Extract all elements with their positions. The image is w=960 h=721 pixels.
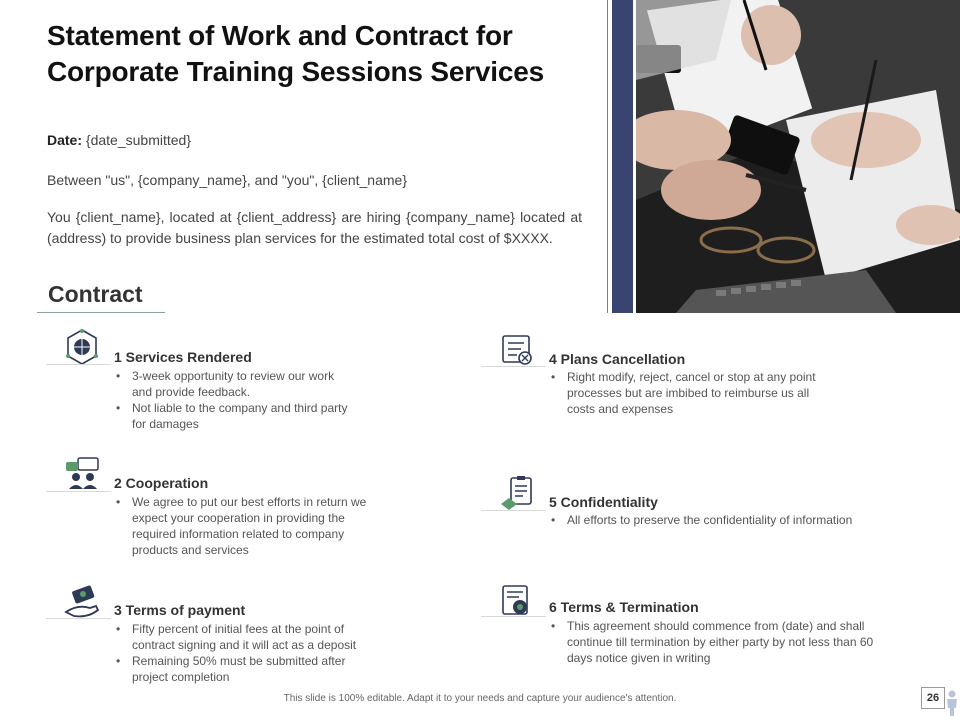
- divider-line: [607, 0, 608, 313]
- bullet: • 3-week opportunity to review our work and provide feedback.: [114, 368, 354, 400]
- bullet: • Remaining 50% must be submitted after project completion: [114, 653, 364, 685]
- title-line-1: Statement of Work and Contract for: [47, 20, 513, 51]
- contract-heading: Contract: [48, 281, 143, 307]
- bullet: • This agreement should commence from (date) and shall continue till termination by either party by not less than 60 days notice given in writing: [549, 618, 889, 666]
- bullet: • We agree to put our best efforts in return we expect your cooperation in providing the required information related to company products and services: [114, 494, 374, 558]
- date-value: {date_submitted}: [85, 132, 191, 148]
- date-label: Date:: [47, 132, 83, 148]
- icon-baseline: [46, 364, 111, 365]
- item-title: 3 Terms of payment: [114, 602, 246, 618]
- title-line-2: Corporate Training Sessions Services: [47, 56, 544, 87]
- certificate-icon: [481, 580, 539, 624]
- globe-network-icon: [46, 328, 104, 372]
- bullet: • All efforts to preserve the confidentiality of information: [549, 512, 909, 528]
- item-bullets: [549, 618, 889, 666]
- item-bullets: [114, 621, 364, 685]
- hand-money-icon: [46, 582, 104, 626]
- item-bullets: [549, 369, 839, 417]
- bullet: • Right modify, reject, cancel or stop at any point processes but are imbibed to reimburse us all costs and expenses: [549, 369, 839, 417]
- icon-baseline: [481, 510, 546, 511]
- page-number: 26: [921, 687, 945, 709]
- people-chat-icon: [46, 455, 104, 499]
- person-icon: [945, 690, 959, 721]
- parties-text: Between "us", {company_name}, and "you", {client_name}: [47, 172, 408, 188]
- item-title: 5 Confidentiality: [549, 494, 658, 510]
- icon-baseline: [481, 616, 546, 617]
- bullet: • Not liable to the company and third party for damages: [114, 400, 354, 432]
- item-title: 4 Plans Cancellation: [549, 351, 686, 367]
- accent-bar: [612, 0, 633, 313]
- item-bullets: [114, 368, 354, 432]
- contract-underline: [37, 312, 165, 313]
- document-cancel-icon: [481, 330, 539, 374]
- item-bullets: [114, 494, 374, 558]
- icon-baseline: [46, 618, 111, 619]
- description-text: You {client_name}, located at {client_address} are hiring {company_name} located at (address) to provide business plan services for the estimated total cost of $XXXX.: [47, 209, 582, 246]
- meeting-photo: [636, 0, 960, 313]
- item-bullets: [549, 512, 909, 528]
- footer-note: This slide is 100% editable. Adapt it to your needs and capture your audience's attention.: [283, 693, 677, 704]
- clipboard-handshake-icon: [481, 474, 539, 518]
- icon-baseline: [481, 366, 546, 367]
- item-title: 1 Services Rendered: [114, 349, 252, 365]
- item-title: 2 Cooperation: [114, 475, 209, 491]
- icon-baseline: [46, 491, 111, 492]
- item-title: 6 Terms & Termination: [549, 599, 699, 615]
- slide-title: [47, 18, 587, 90]
- bullet: • Fifty percent of initial fees at the point of contract signing and it will act as a deposit: [114, 621, 364, 653]
- date-line: [47, 132, 191, 148]
